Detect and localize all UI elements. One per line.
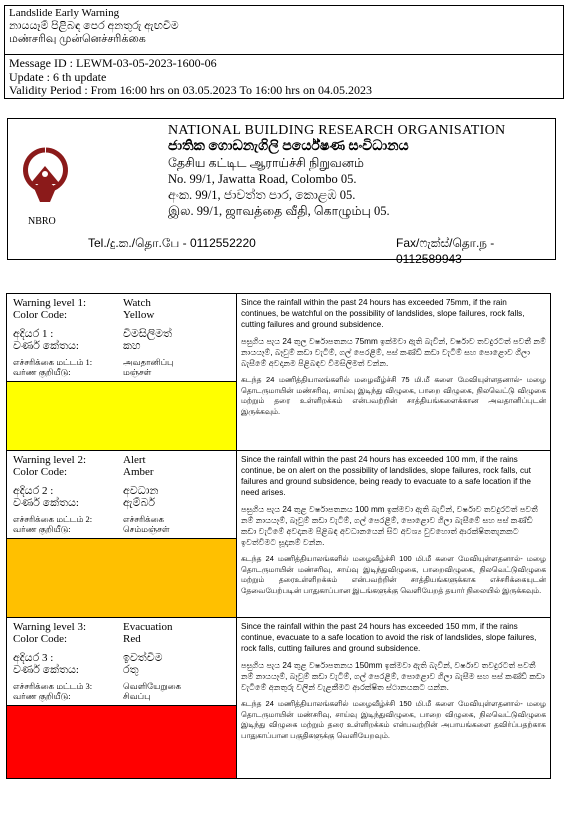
ta-level-label: எச்சரிக்கை மட்டம் 3: <box>13 681 93 691</box>
level-label: Warning level 1: <box>13 297 87 309</box>
message-english: Since the rainfall within the past 24 hours has exceeded 150 mm, if the rains continue, evacuate to a safe location to avoid the risk of landslides, slope failures, rock falls, cutting failures and ground subsidence. <box>241 622 537 653</box>
si-color-value: කහ <box>123 340 141 352</box>
level-3-row <box>7 618 551 706</box>
ta-color-value: சிவப்பு <box>123 691 151 701</box>
warning-levels-table <box>6 293 551 779</box>
level-2-row <box>7 451 551 539</box>
validity-period: Validity Period : From 16:00 hrs on 03.05.2023 To 16:00 hrs on 04.05.2023 <box>9 83 372 97</box>
org-name-tamil: தேசிய கட்டிட ஆராய்ச்சி நிறுவனம் <box>168 156 364 170</box>
ta-color-label: வர்ண குறியீடு: <box>13 691 71 701</box>
color-label: Color Code: <box>13 466 68 478</box>
organisation-letterhead <box>7 118 556 266</box>
level-1-message <box>237 294 551 451</box>
ta-level-label: எச்சரிக்கை மட்டம் 1: <box>13 357 93 367</box>
yellow-color-swatch <box>7 382 237 451</box>
address-sinhala: අංක. 99/1, ජාවත්ත පාර, කොළඹ 05. <box>168 188 356 202</box>
color-value: Amber <box>123 466 154 478</box>
message-tamil: கடந்த 24 மணித்தியாலங்களில் மழைவீழ்ச்சி 100 மி.மீ களை மேவியுள்ளதனால்- மழை தொடருமாயின் மண்சரிவு, சாய்வு இடிந்துவிழுகை, பாறைவிழுகை, நிலவெட்டுவிழுகை மற்றும் தரைஉள்ளிறக்கம் என்பவற்றின் சாத்தியங்களுக்காக எச்சரிக்கையுடன் தேவையேற்படின் பாதுகாப்பான இடங்களுக்கு வெளியேறத் தயார் நிலையில் இருக்கவும். <box>241 554 546 595</box>
si-level-label: අදියර 2 : <box>13 485 54 497</box>
si-color-value: ඇම්බර් <box>123 497 155 509</box>
level-label: Warning level 3: <box>13 621 87 633</box>
amber-color-swatch <box>7 539 237 618</box>
level-3-labels <box>7 618 237 706</box>
color-label: Color Code: <box>13 309 68 321</box>
ta-color-value: செம்மஞ்சள் <box>123 524 170 534</box>
org-name-english: NATIONAL BUILDING RESEARCH ORGANISATION <box>168 123 506 138</box>
red-color-swatch <box>7 706 237 779</box>
message-sinhala: පසුගිය පැය 24 තුළ වර්ෂාපතනය 150mm ඉක්මවා ඇති බැවින්, වර්ෂාව තවදුරටත් පවතී නම් නායයෑම්, බෑවුම් කඩා වැටීම්, ගල් පෙරළීම්, පොළොව ගිලා බැසීම සහ පස් කණ්ඩි කඩා වැටීමේ අනතුරු වලින් වැළකීමට ආරක්ෂිත ස්ථානයකට යන්න. <box>241 661 545 692</box>
ta-level-value: அவதானிப்பு <box>123 357 174 367</box>
ta-level-label: எச்சரிக்கை மட்டம் 2: <box>13 514 93 524</box>
level-label: Warning level 2: <box>13 454 87 466</box>
si-color-value: රතු <box>123 664 139 676</box>
level-2-labels <box>7 451 237 539</box>
ta-color-value: மஞ்சள் <box>123 367 152 377</box>
message-id: Message ID : LEWM-03-05-2023-1600-06 <box>9 56 217 70</box>
ta-color-label: வர்ண குறியீடு: <box>13 367 71 377</box>
color-value: Red <box>123 633 141 645</box>
telephone: Tel./දු.ක./தொ.பே - 0112552220 <box>88 236 256 250</box>
si-level-value: අවධාන <box>123 485 159 497</box>
si-level-label: අදියර 3 : <box>13 652 54 664</box>
si-level-value: ඉවත්වීම <box>123 652 163 664</box>
title-tamil: மண்சரிவு முன்னெச்சரிக்கை <box>9 33 146 45</box>
message-english: Since the rainfall within the past 24 hours has exceeded 100 mm, if the rains continue, be on alert on the possibility of landslides, slope failures, rock falls, cut failures and ground subsidence, being ready to evacuate to a safe location if the need arises. <box>241 455 531 497</box>
level-value: Alert <box>123 454 146 466</box>
color-value: Yellow <box>123 309 155 321</box>
si-level-value: විමසිලිමත් <box>123 328 172 340</box>
title-english: Landslide Early Warning <box>9 7 120 19</box>
level-2-message <box>237 451 551 618</box>
level-3-message <box>237 618 551 779</box>
level-1-row <box>7 294 551 382</box>
message-info-box <box>4 54 564 99</box>
org-name-sinhala: ජාතික ගොඩනැගිලි පර්යේෂණ සංවිධානය <box>168 139 409 154</box>
level-value: Watch <box>123 297 151 309</box>
address-english: No. 99/1, Jawatta Road, Colombo 05. <box>168 172 357 186</box>
message-sinhala: පසුගිය පැය 24 තුළ වර්ෂාපතනය 100 mm ඉක්මවා ඇති බැවින්, වර්ෂාව තවදුරටත් පවතී නම් නායයෑම්, බෑවුම් කඩා වැටීම්, ගල් පෙරළීම්, පොළොව ගිලා බැසීමේ සහ පස් කණ්ඩි කඩා වැටීමේ අවදානම පිළිබඳ අවධානයෙන් සිට අවශ්‍ය වුවහොත් ආරක්ෂිතතැනකට ඉවත්වීමට සූදානම් වන්න. <box>241 505 538 547</box>
nbro-logo-icon <box>20 144 70 224</box>
ta-level-value: எச்சரிக்கை <box>123 514 165 524</box>
si-color-label: වර්ණ කේතය: <box>13 497 79 509</box>
logo-label: NBRO <box>28 216 56 227</box>
warning-title-box <box>4 5 564 55</box>
message-tamil: கடந்த 24 மணித்தியாலங்களில் மழைவீழ்ச்சி 150 மி.மீ களை மேவியுள்ளதனால்- மழை தொடருமாயின் மண்சரிவு, சாய்வு இடிந்துவிழுகை, பாறை விழுகை, நிலவெட்டுவிழுகை இடிந்து விழுகை மற்றும் தரை உள்ளிறக்கம் என்பவற்றின் அபாயங்களை தவிர்ப்பதற்காக பாதுகாப்பான பகுதிகளுக்கு வெளியேறவும். <box>241 699 546 740</box>
si-level-label: අදියර 1 : <box>13 328 54 340</box>
color-label: Color Code: <box>13 633 68 645</box>
message-tamil: கடந்த 24 மணித்தியாலங்களில் மழைவீழ்ச்சி 75 மி.மீ களை மேவியுள்ளதனால்- மழை தொடருமாயின் மண்சரிவு, சாய்வு இடிந்து விழுகை, பாறை விழுகை, நிலவெட்டு விழுகை மற்றும் தரை உள்ளிறக்கம் என்பவற்றின் சாத்தியங்களைக்கான அவதானிப்புடன் இருக்கவும். <box>241 375 546 416</box>
si-color-label: වර්ණ කේතය: <box>13 340 79 352</box>
ta-level-value: வெளியேறுகை <box>123 681 182 691</box>
level-value: Evacuation <box>123 621 173 633</box>
ta-color-label: வர்ண குறியீடு: <box>13 524 71 534</box>
level-1-labels <box>7 294 237 382</box>
update-number: Update : 6 th update <box>9 69 107 84</box>
message-english: Since the rainfall within the past 24 hours has exceeded 75mm, if the rain continues, be watchful on the possibility of landslides, slope failures, rock falls, cutting failures and ground subsidence. <box>241 298 525 329</box>
title-sinhala: නායයෑම් පිළිබඳ පෙර අනතුරු ඇඟවීම <box>9 20 179 32</box>
si-color-label: වර්ණ කේතය: <box>13 664 79 676</box>
fax: Fax/ෆැක්ස්/தொ.ந - 0112589943 <box>396 236 495 266</box>
message-sinhala: පසුගිය පැය 24 තුල වර්ෂාපතනය 75mm ඉක්මවා ඇති බැවින්, වර්ෂාව තවදුරටත් පවතී නම් නායයෑම්, බෑවුම් කඩා වැටීම්, ගල් පෙරළීම්, පස් කණ්ඩි කඩා වැටීම් සහ පොළොව ගිලා බැසීමේ අවදානම පිළිබඳව විමසිලිමත් වන්න. <box>241 337 546 368</box>
address-tamil: இல. 99/1, ஜாவத்தை வீதி, கொழும்பு 05. <box>168 204 390 218</box>
